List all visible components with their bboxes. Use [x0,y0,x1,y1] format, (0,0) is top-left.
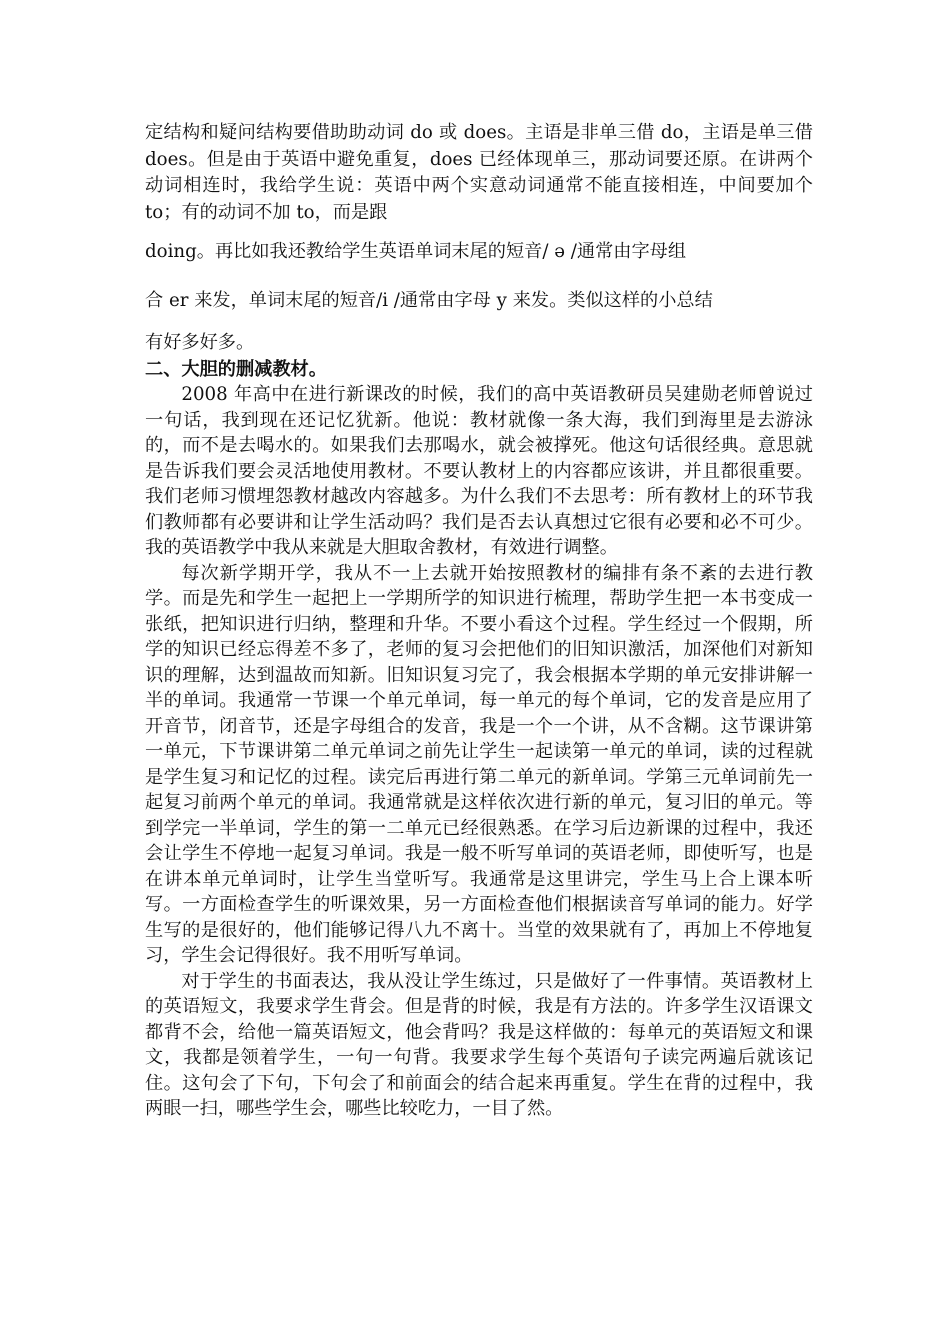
intro-line-doing: doing。再比如我还教给学生英语单词末尾的短音/ ə /通常由字母组 [145,241,687,262]
body-paragraph: 对于学生的书面表达，我从没让学生练过，只是做好了一件事情。英语教材上的英语短文，我要求学生背会。但是背的时候，我是有方法的。许多学生汉语课文都背不会，给他一篇英语短文，他会背吗？我是这样做的：每单元的英语短文和课文，我都是领着学生，一句一句背。我要求学生每个英语句子读完两遍后就该记住。这句会了下句，下句会了和前面会的结合起来再重复。学生在背的过程中，我两眼一扫，哪些学生会，哪些比较吃力，一目了然。 [145,970,813,1119]
body-paragraph: 2008 年高中在进行新课改的时候，我们的高中英语教研员吴建勋老师曾说过一句话，我到现在还记忆犹新。他说：教材就像一条大海，我们到海里是去游泳的，而不是去喝水的。如果我们去那喝水，就会被撑死。他这句话很经典。意思就是告诉我们要会灵活地使用教材。不要认教材上的内容都应该讲，并且都很重要。我们老师习惯埋怨教材越改内容越多。为什么我们不去思考：所有教材上的环节我们教师都有必要讲和让学生活动吗？我们是否去认真想过它很有必要和必不可少。我的英语教学中我从来就是大胆取舍教材，有效进行调整。 [145,384,813,558]
body-paragraph: 每次新学期开学，我从不一上去就开始按照教材的编排有条不紊的去进行教学。而是先和学生一起把上一学期所学的知识进行梳理，帮助学生把一本书变成一张纸，把知识进行归纳，整理和升华。不要小看这个过程。学生经过一个假期，所学的知识已经忘得差不多了，老师的复习会把他们的旧知识激活，加深他们对新知识的理解，达到温故而知新。旧知识复习完了，我会根据本学期的单元安排讲解一半的单词。我通常一节课一个单元单词，每一单元的每个单词，它的发音是应用了开音节，闭音节，还是字母组合的发音，我是一个一个讲，从不含糊。这节课讲第一单元，下节课讲第二单元单词之前先让学生一起读第一单元的单词，读的过程就是学生复习和记忆的过程。读完后再进行第二单元的新单词。学第三元单词前先一起复习前两个单元的单词。我通常就是这样依次进行新的单元，复习旧的单元。等到学完一半单词，学生的第一二单元已经很熟悉。在学习后边新课的过程中，我还会让学生不停地一起复习单词。我是一般不听写单词的英语老师，即使听写，也是在讲本单元单词时，让学生当堂听写。我通常是这里讲完，学生马上合上课本听写。一方面检查学生的听课效果，另一方面检查他们根据读音写单词的能力。好学生写的是很好的，他们能够记得八九不离十。当堂的效果就有了，再加上不停地复习，学生会记得很好。我不用听写单词。 [145,562,813,966]
intro-line-summary: 有好多好多。 [145,332,255,353]
document-page [145,120,813,1122]
section-heading: 二、大胆的删减教材。 [145,359,327,380]
intro-line-er: 合 er 来发，单词末尾的短音/i /通常由字母 y 来发。类似这样的小总结 [145,290,713,311]
intro-paragraph: 定结构和疑问结构要借助助动词 do 或 does。主语是非单三借 do，主语是单三借 does。但是由于英语中避免重复，does 已经体现单三，那动词要还原。在讲两个动词相连时，我给学生说：英语中两个实意动词通常不能直接相连，中间要加个 to；有的动词不加 to，而是跟 [145,122,813,223]
